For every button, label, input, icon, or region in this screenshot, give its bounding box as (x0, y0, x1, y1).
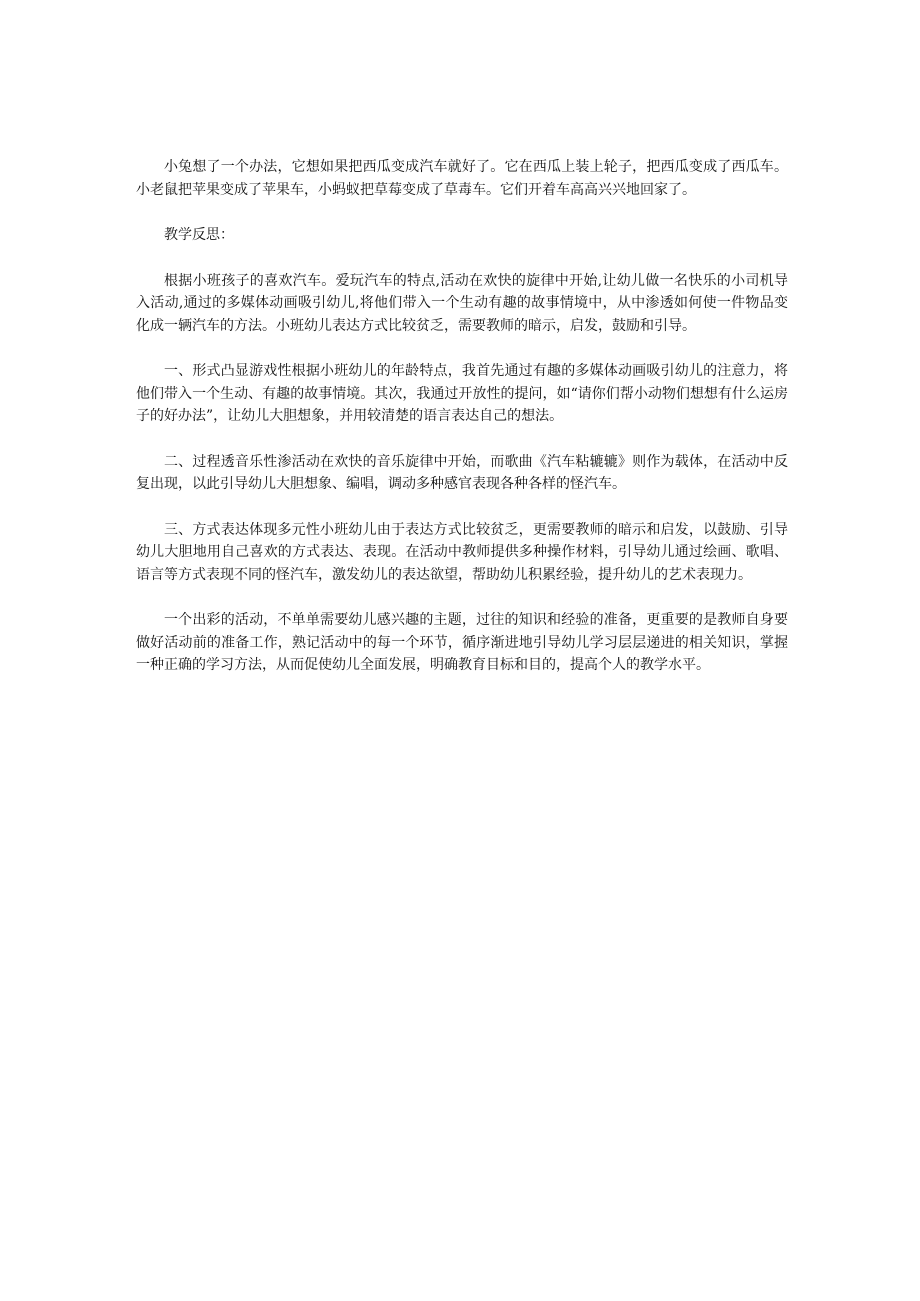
document-page (136, 156, 788, 677)
section-heading: 教学反思： (164, 227, 234, 243)
reflection-paragraph-2: 二、过程透音乐性渗活动在欢快的音乐旋律中开始，而歌曲《汽车粘辘辘》则作为载体，在活动中反复出现，以此引导幼儿大胆想象、编唱，调动多种感官表现各种各样的怪汽车。 (136, 453, 788, 492)
reflection-paragraph-3: 三、方式表达体现多元性小班幼儿由于表达方式比较贫乏，更需要教师的暗示和启发，以鼓励、引导幼儿大胆地用自己喜欢的方式表达、表现。在活动中教师提供多种操作材料，引导幼儿通过绘画、歌唱、语言等方式表现不同的怪汽车，激发幼儿的表达欲望，帮助幼儿积累经验，提升幼儿的艺术表现力。 (136, 521, 788, 583)
reflection-paragraph-intro: 根据小班孩子的喜欢汽车。爱玩汽车的特点,活动在欢快的旋律中开始,让幼儿做一名快乐的小司机导入活动,通过的多媒体动画吸引幼儿,将他们带入一个生动有趣的故事情境中，从中渗透如何使一件物品变化成一辆汽车的方法。小班幼儿表达方式比较贫乏，需要教师的暗示，启发，鼓励和引导。 (136, 272, 788, 334)
story-paragraph: 小兔想了一个办法，它想如果把西瓜变成汽车就好了。它在西瓜上装上轮子，把西瓜变成了西瓜车。小老鼠把苹果变成了苹果车，小蚂蚁把草莓变成了草毒车。它们开着车高高兴兴地回家了。 (136, 159, 788, 198)
reflection-paragraph-1: 一、形式凸显游戏性根据小班幼儿的年龄特点，我首先通过有趣的多媒体动画吸引幼儿的注意力，将他们带入一个生动、有趣的故事情境。其次，我通过开放性的提问，如“请你们帮小动物们想想有什么运房子的好办法”，让幼儿大胆想象，并用较清楚的语言表达自己的想法。 (136, 363, 788, 424)
conclusion-paragraph: 一个出彩的活动，不单单需要幼儿感兴趣的主题，过往的知识和经验的准备，更重要的是教师自身要做好活动前的准备工作，熟记活动中的每一个环节，循序渐进地引导幼儿学习层层递进的相关知识，掌握一种正确的学习方法，从而促使幼儿全面发展，明确教育目标和目的，提高个人的教学水平。 (136, 612, 788, 673)
